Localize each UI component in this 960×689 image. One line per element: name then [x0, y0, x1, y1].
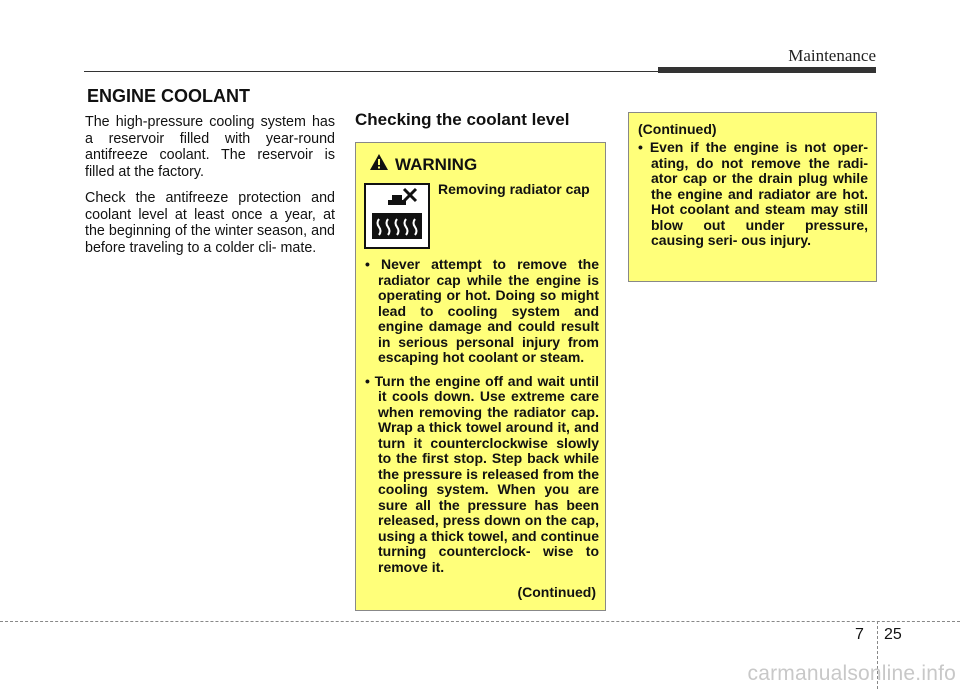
- chapter-number: 7: [855, 626, 864, 643]
- body-paragraph: Check the antifreeze protection and coolant level at least once a year, at the beginning of the winter season, and before traveling to a colder cli- mate.: [85, 190, 335, 256]
- page-title: ENGINE COOLANT: [87, 86, 251, 106]
- warning-header: [369, 153, 477, 176]
- subsection-title: Checking the coolant level: [355, 110, 570, 129]
- list-item: • Never attempt to remove the radiator cap while the engine is operating or hot. Doing so might lead to cooling system and engine damage and could result in serious personal injury from escaping hot coolant or steam.: [365, 256, 599, 365]
- warning-title: WARNING: [395, 154, 478, 174]
- warning-box: [355, 142, 606, 611]
- header-rule-thick: [658, 67, 876, 73]
- list-item-text: Even if the engine is not oper- ating, do not remove the radi- ator cap or the drain plug while the engine and radiator are hot. Hot coolant and steam may still blow out under pressure, causing seri- ous injury.: [649, 139, 868, 248]
- body-text: [85, 114, 335, 266]
- watermark: carmanualsonline.info: [747, 662, 956, 685]
- list-item-text: Never attempt to remove the radiator cap while the engine is operating or hot. Doing so might lead to cooling system and engine damage and could result in serious personal injury from escaping hot coolant or steam.: [378, 256, 599, 365]
- footer-rule: [0, 621, 960, 622]
- radiator-hot-icon: [364, 183, 430, 249]
- page-number: 25: [884, 626, 902, 643]
- warning-continued-label: (Continued): [517, 584, 596, 600]
- warning-list: [365, 257, 599, 583]
- body-paragraph: The high-pressure cooling system has a reservoir filled with year-round antifreeze coolant. The reservoir is filled at the factory.: [85, 114, 335, 180]
- list-item: • Turn the engine off and wait until it cools down. Use extreme care when removing the radiator cap. Wrap a thick towel around it, and turn it counterclockwise slowly to the first stop. Step back while the pressure is released from the cooling system. When you are sure all the pressure has been released, press down on the cap, using a thick towel, and continue turning counterclock- wise to remove it.: [365, 372, 599, 575]
- list-item-text: Turn the engine off and wait until it cools down. Use extreme care when removing the radiator cap. Wrap a thick towel around it, and turn it counterclockwise slowly to the first stop. Step back while the pressure is released from the cooling system. When you are sure all the pressure has been released, press down on the cap, using a thick towel, and continue turning counterclock- wise to remove it.: [374, 372, 599, 575]
- warning-triangle-icon: [369, 153, 389, 176]
- section-header: Maintenance: [788, 46, 876, 65]
- list-item: • Even if the engine is not oper- ating, do not remove the radi- ator cap or the drain plug while the engine and radiator are hot. Hot coolant and steam may still blow out under pressure, causing seri- ous injury.: [638, 139, 868, 248]
- continued-list: [638, 140, 868, 249]
- continued-heading: (Continued): [638, 121, 717, 137]
- continued-warning-box: [628, 112, 877, 282]
- warning-icon-caption: Removing radiator cap: [438, 181, 590, 197]
